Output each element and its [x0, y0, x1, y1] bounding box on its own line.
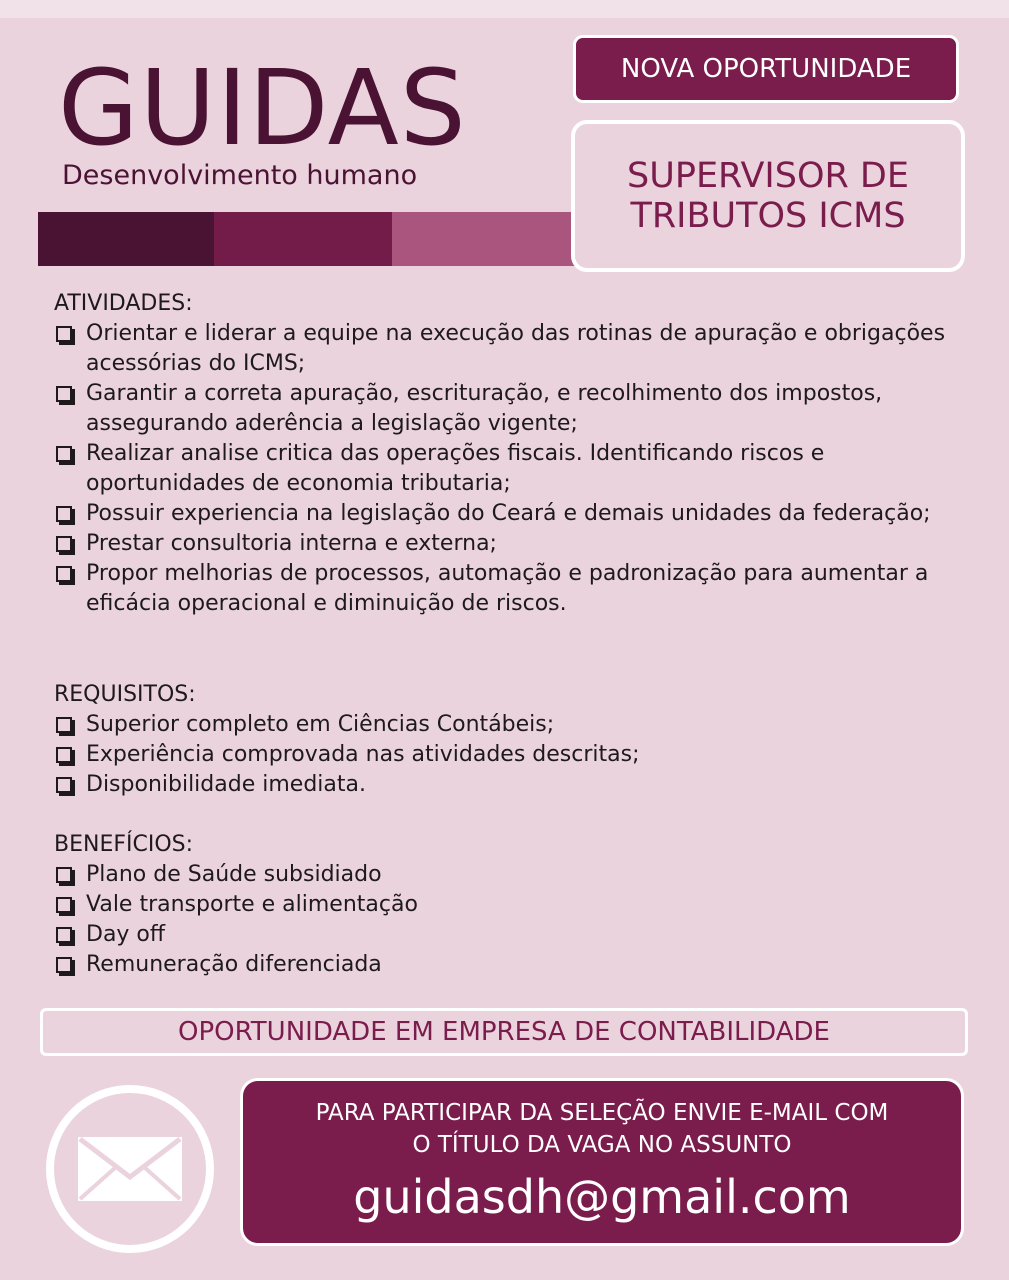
list-item: Disponibilidade imediata. [54, 770, 964, 800]
job-title-line-1: SUPERVISOR DE [627, 156, 909, 196]
checkbox-icon [56, 747, 72, 763]
list-item: Possuir experiencia na legislação do Ceará e demais unidades da federação; [54, 499, 964, 529]
list-item: Vale transporte e alimentação [54, 890, 964, 920]
contact-email[interactable]: guidasdh@gmail.com [353, 1170, 851, 1224]
checkbox-icon [56, 566, 72, 582]
benefits-section [54, 830, 964, 980]
requirements-title: REQUISITOS: [54, 682, 196, 707]
list-item: Realizar analise critica das operações fiscais. Identificando riscos e oportunidades de economia tributaria; [54, 439, 964, 499]
checkbox-icon [56, 536, 72, 552]
checkbox-icon [56, 867, 72, 883]
contact-instruction-1: PARA PARTICIPAR DA SELEÇÃO ENVIE E-MAIL COM [315, 1100, 889, 1126]
checkbox-icon [56, 506, 72, 522]
job-title-line-2: TRIBUTOS ICMS [630, 196, 906, 236]
color-bar-light [392, 212, 582, 266]
checkbox-icon [56, 446, 72, 462]
activities-list [54, 319, 964, 619]
job-title-box [571, 120, 965, 272]
envelope-icon [46, 1085, 214, 1253]
checkbox-icon [56, 777, 72, 793]
checkbox-icon [56, 957, 72, 973]
list-item: Prestar consultoria interna e externa; [54, 529, 964, 559]
checkbox-icon [56, 927, 72, 943]
checkbox-icon [56, 717, 72, 733]
new-opportunity-badge: NOVA OPORTUNIDADE [573, 35, 959, 103]
contact-instruction-2: O TÍTULO DA VAGA NO ASSUNTO [412, 1132, 792, 1158]
requirements-list [54, 710, 964, 800]
list-item: Plano de Saúde subsidiado [54, 860, 964, 890]
brand-subtitle: Desenvolvimento humano [62, 160, 418, 191]
list-item: Remuneração diferenciada [54, 950, 964, 980]
envelope-svg [76, 1123, 184, 1215]
checkbox-icon [56, 386, 72, 402]
list-item: Experiência comprovada nas atividades descritas; [54, 740, 964, 770]
activities-title: ATIVIDADES: [54, 291, 193, 316]
benefits-list [54, 860, 964, 980]
contact-box [240, 1078, 964, 1246]
color-bar-dark [38, 212, 214, 266]
top-strip [0, 0, 1009, 18]
list-item: Day off [54, 920, 964, 950]
list-item: Propor melhorias de processos, automação e padronização para aumentar a eficácia operacional e diminuição de riscos. [54, 559, 964, 619]
list-item: Superior completo em Ciências Contábeis; [54, 710, 964, 740]
brand-logo: GUIDAS [58, 47, 467, 169]
list-item: Garantir a correta apuração, escrituração, e recolhimento dos impostos, assegurando aderência a legislação vigente; [54, 379, 964, 439]
requirements-section [54, 680, 964, 800]
company-banner: OPORTUNIDADE EM EMPRESA DE CONTABILIDADE [40, 1008, 968, 1056]
checkbox-icon [56, 326, 72, 342]
list-item: Orientar e liderar a equipe na execução das rotinas de apuração e obrigações acessórias do ICMS; [54, 319, 964, 379]
checkbox-icon [56, 897, 72, 913]
activities-section [54, 289, 964, 619]
benefits-title: BENEFÍCIOS: [54, 832, 194, 857]
color-bar-medium [214, 212, 392, 266]
